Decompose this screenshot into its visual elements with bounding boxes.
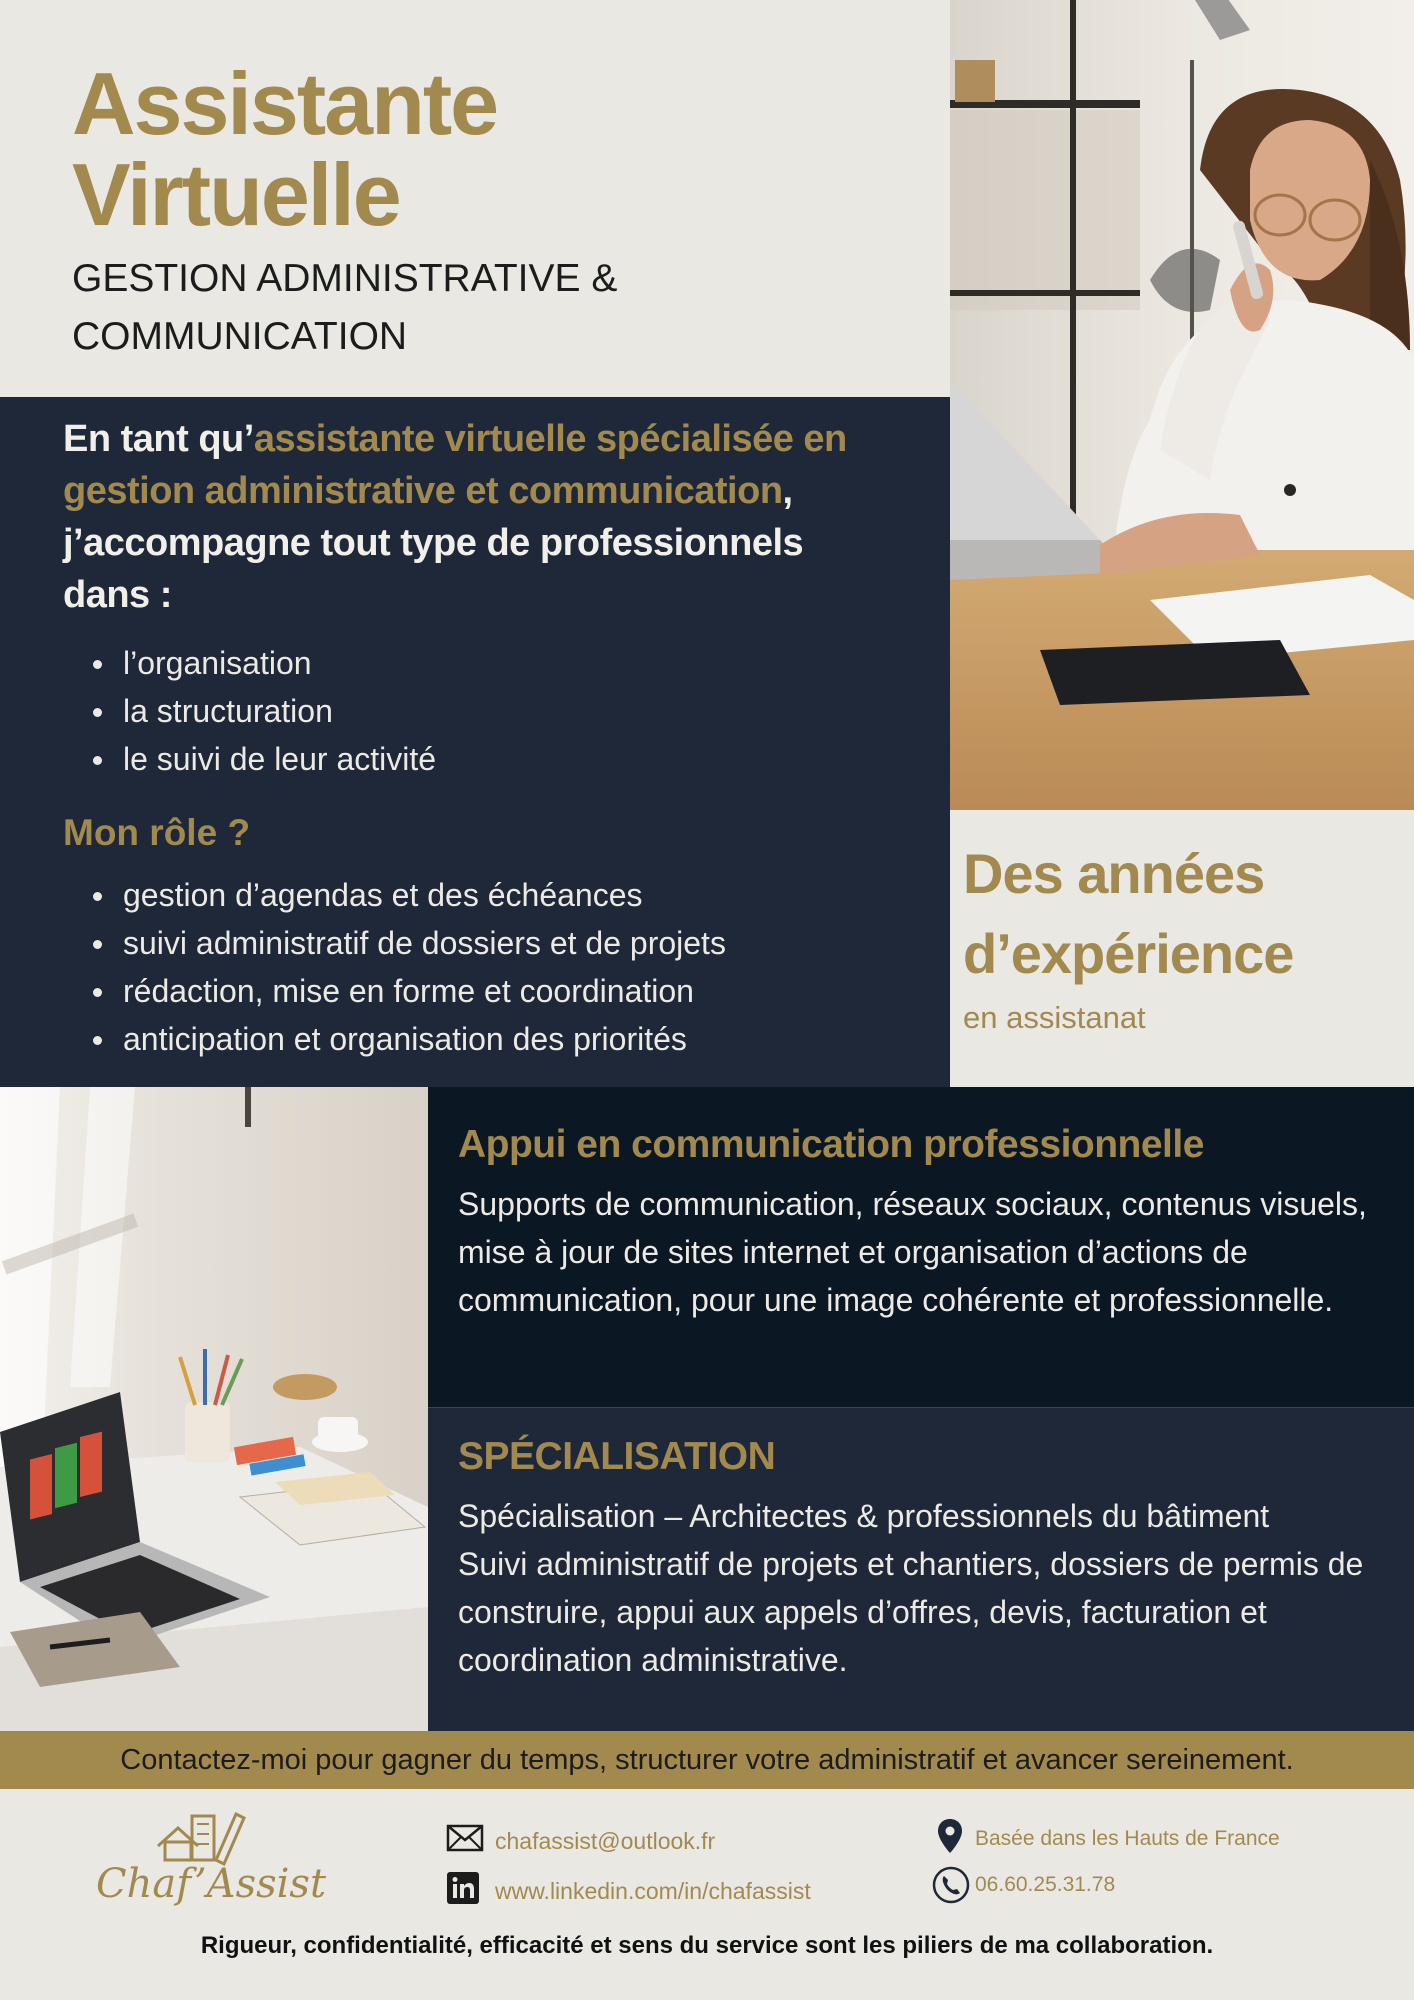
woman-on-phone-photo (950, 0, 1414, 810)
specialisation-description (458, 1492, 1398, 1684)
phone-icon (932, 1866, 970, 1909)
linkedin-link[interactable]: www.linkedin.com/in/chafassist (495, 1878, 811, 1904)
intro-part-2: , j’accompagne tout type de professionnels dans : (63, 470, 804, 616)
experience-heading (963, 834, 1403, 994)
list-item: suivi administratif de dossiers et de projets (63, 919, 943, 967)
list-item: rédaction, mise en forme et coordination (63, 967, 943, 1015)
desk-laptop-illustration (0, 1087, 428, 1731)
cta-text: Contactez-moi pour gagner du temps, structurer votre administratif et avancer sereinement. (120, 1744, 1294, 1776)
role-heading: Mon rôle ? (63, 812, 251, 853)
page-subtitle (72, 250, 872, 366)
list-item: gestion d’agendas et des échéances (63, 871, 943, 919)
role-list (63, 871, 943, 1063)
intro-highlight: assistante virtuelle spécialisée en gestion administrative et communication (63, 418, 847, 512)
specialisation-body: Suivi administratif de projets et chantiers, dossiers de permis de construire, appui aux appels d’offres, devis, facturation et coordination administrative. (458, 1546, 1364, 1678)
experience-line-1: Des années (963, 842, 1265, 905)
list-item: l’organisation (63, 639, 913, 687)
linkedin-icon (447, 1872, 479, 1904)
email-link[interactable]: chafassist@outlook.fr (495, 1828, 716, 1854)
subtitle-line-1: GESTION ADMINISTRATIVE & (72, 257, 618, 300)
communication-heading: Appui en communication professionnelle (458, 1123, 1204, 1166)
list-item: la structuration (63, 687, 913, 735)
communication-description: Supports de communication, réseaux sociaux, contenus visuels, mise à jour de sites internet et organisation d’actions de communication, pour une image cohérente et professionnelle. (458, 1186, 1367, 1318)
map-pin-icon (937, 1818, 963, 1859)
footer-tagline: Rigueur, confidentialité, efficacité et sens du service sont les piliers de ma collaboration. (200, 1932, 1214, 1959)
intro-part-1: En tant qu’ (63, 418, 254, 460)
page-title (72, 54, 872, 244)
phone-link[interactable]: 06.60.25.31.78 (975, 1873, 1116, 1896)
specialisation-heading: SPÉCIALISATION (458, 1435, 776, 1478)
location-text: Basée dans les Hauts de France (975, 1827, 1280, 1850)
specialisation-line-1: Spécialisation – Architectes & professionnels du bâtiment (458, 1498, 1270, 1534)
title-line-2: Virtuelle (72, 145, 400, 244)
experience-subtitle: en assistanat (963, 1000, 1146, 1035)
list-item: anticipation et organisation des priorités (63, 1015, 943, 1063)
intro-paragraph (63, 413, 863, 621)
desk-laptop-photo (0, 1087, 428, 1731)
woman-on-phone-illustration (950, 0, 1414, 810)
brand-name: Chaf’Assist (96, 1861, 327, 1907)
envelope-icon (446, 1824, 484, 1857)
title-line-1: Assistante (72, 54, 498, 153)
subtitle-line-2: COMMUNICATION (72, 315, 408, 358)
activity-list (63, 639, 913, 783)
list-item: le suivi de leur activité (63, 735, 913, 783)
logo-icon (150, 1808, 250, 1868)
experience-line-2: d’expérience (963, 922, 1294, 985)
